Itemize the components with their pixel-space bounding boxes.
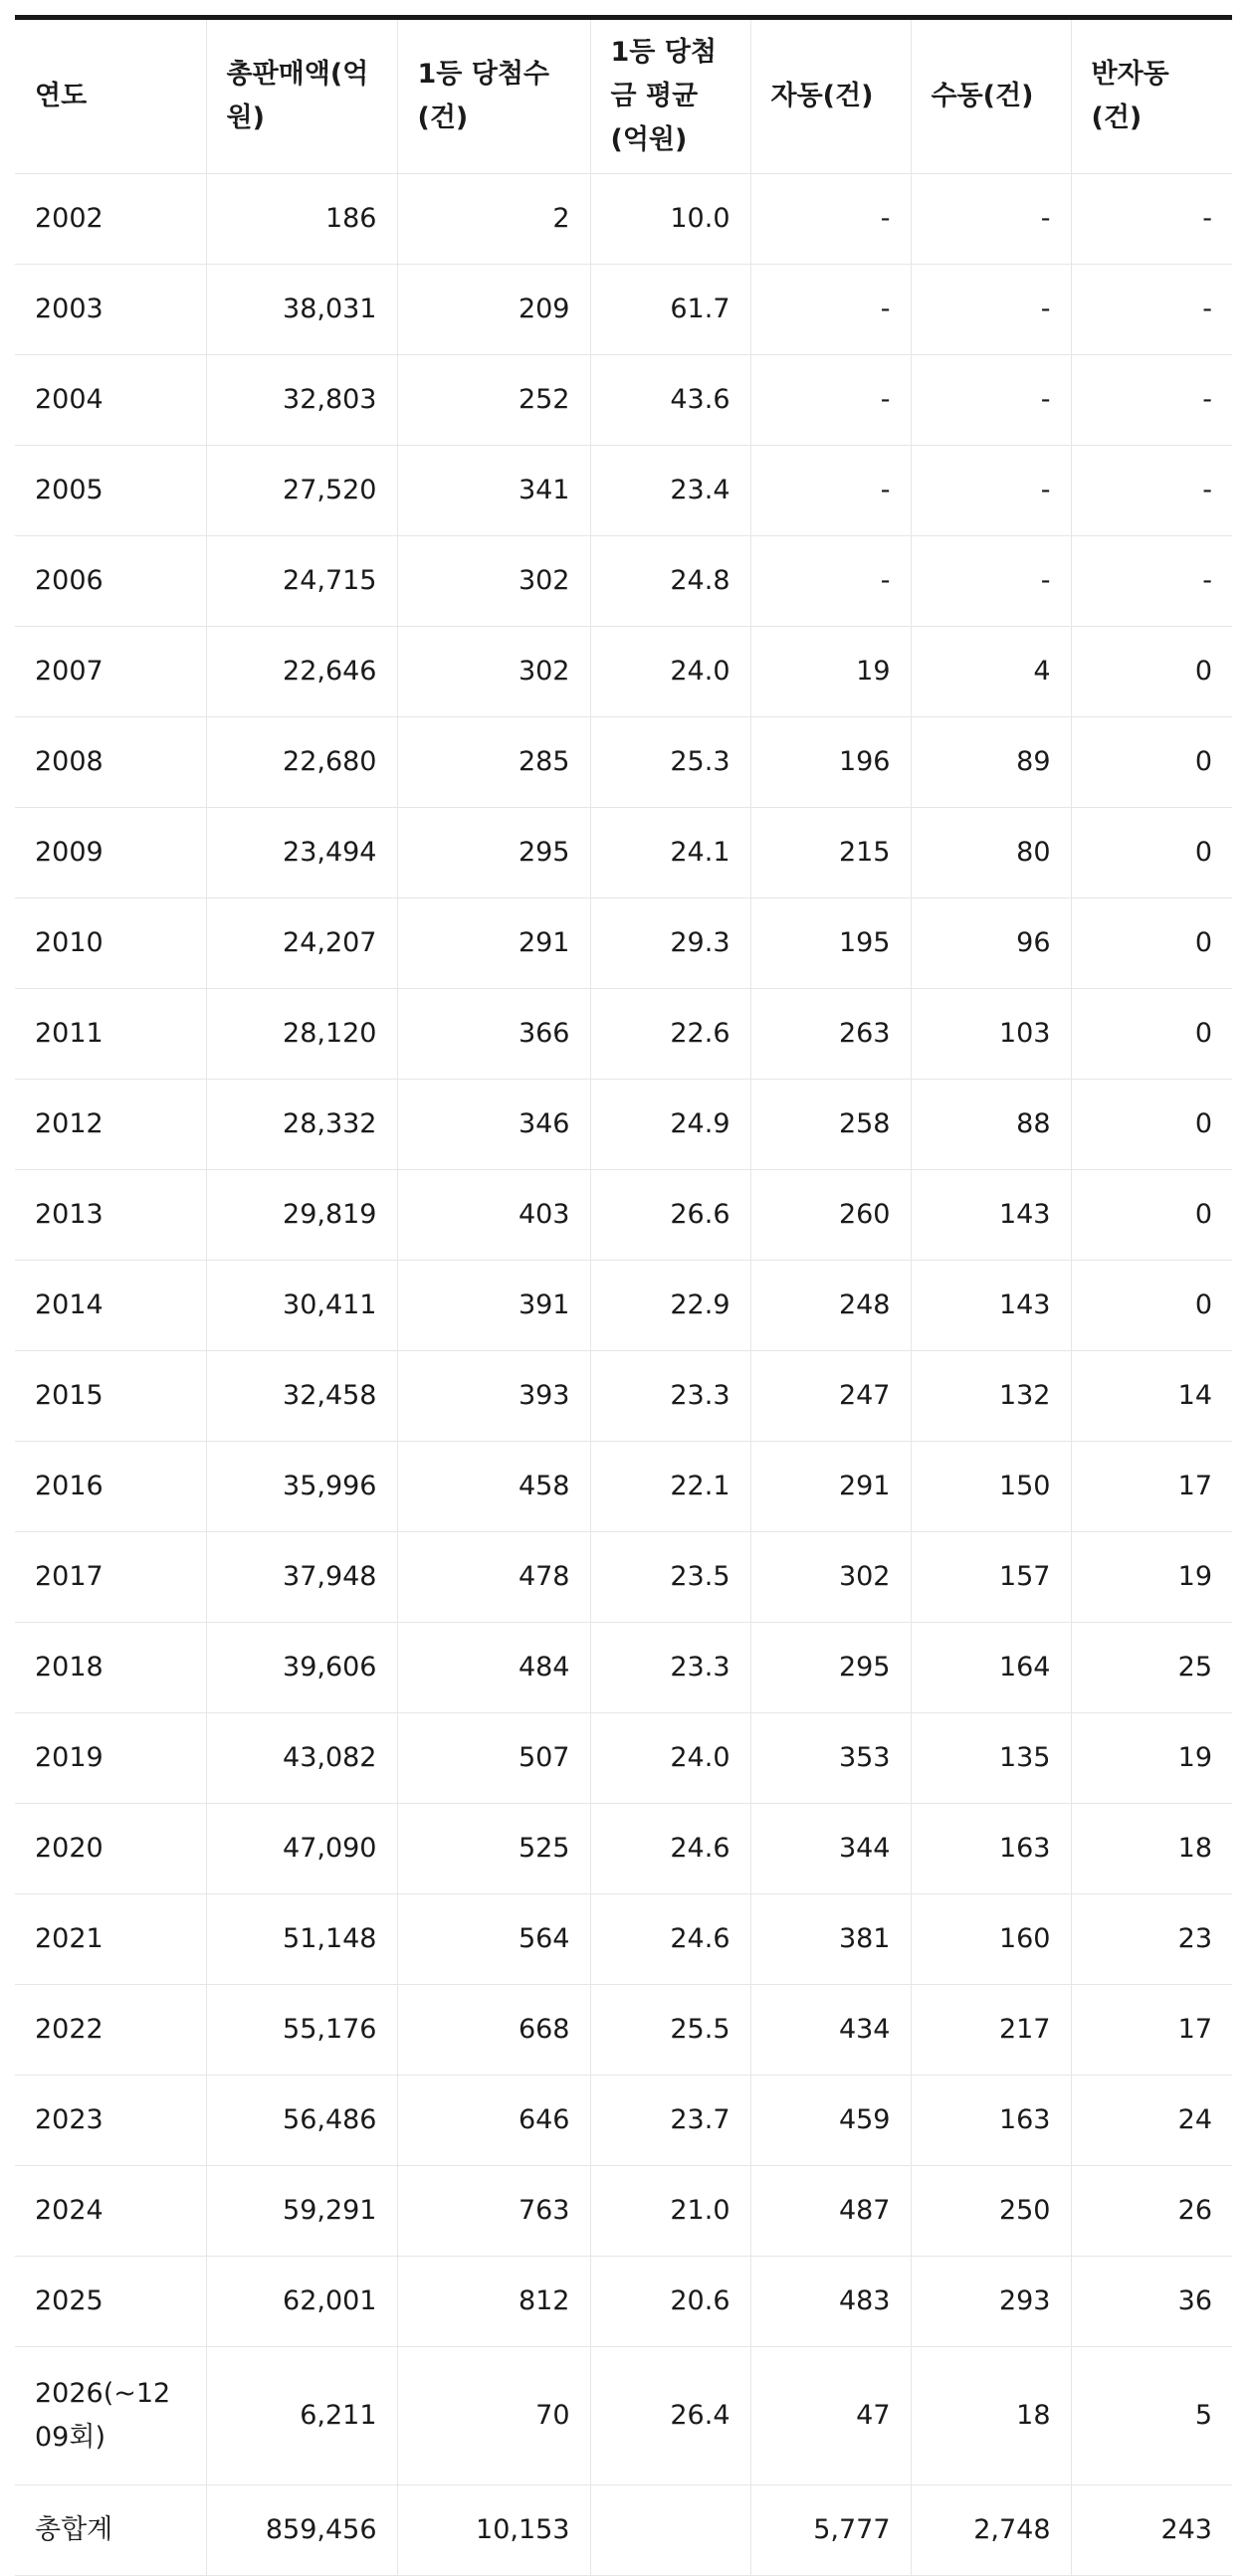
- header-first-prize-count: 1등 당첨수(건): [397, 18, 590, 174]
- cell-year: 2008: [15, 717, 206, 808]
- cell-first-prize-count: 564: [397, 1894, 590, 1985]
- cell-manual-count: 150: [911, 1442, 1071, 1532]
- cell-auto-count: 291: [750, 1442, 911, 1532]
- cell-first-prize-count: 507: [397, 1713, 590, 1804]
- table-row: [15, 1985, 1232, 2076]
- table-header: [15, 18, 1232, 174]
- cell-first-prize-average: 25.3: [590, 717, 750, 808]
- lotto-stats-table-container: [15, 15, 1232, 2576]
- cell-auto-count: -: [750, 265, 911, 355]
- cell-total-sales: 27,520: [206, 446, 397, 536]
- header-total-sales: 총판매액(억원): [206, 18, 397, 174]
- cell-semi-auto-count: 18: [1071, 1804, 1232, 1894]
- cell-total-sales: 62,001: [206, 2257, 397, 2347]
- cell-manual-count: -: [911, 355, 1071, 446]
- table-row: [15, 717, 1232, 808]
- cell-year: 2004: [15, 355, 206, 446]
- cell-semi-auto-count: -: [1071, 446, 1232, 536]
- cell-semi-auto-count: -: [1071, 355, 1232, 446]
- cell-auto-count: -: [750, 174, 911, 265]
- cell-first-prize-count: 302: [397, 627, 590, 717]
- cell-auto-count: 215: [750, 808, 911, 898]
- cell-auto-count: 263: [750, 989, 911, 1080]
- cell-first-prize-average: 29.3: [590, 898, 750, 989]
- cell-auto-count: 258: [750, 1080, 911, 1170]
- cell-manual-count: 163: [911, 1804, 1071, 1894]
- cell-first-prize-count: 285: [397, 717, 590, 808]
- cell-manual-count: 2,748: [911, 2485, 1071, 2576]
- table-row: [15, 1261, 1232, 1351]
- cell-year: 2003: [15, 265, 206, 355]
- cell-auto-count: 483: [750, 2257, 911, 2347]
- table-row: [15, 808, 1232, 898]
- cell-year: 2020: [15, 1804, 206, 1894]
- cell-auto-count: 19: [750, 627, 911, 717]
- cell-first-prize-average: 23.3: [590, 1351, 750, 1442]
- cell-semi-auto-count: 0: [1071, 989, 1232, 1080]
- cell-auto-count: 47: [750, 2347, 911, 2485]
- cell-first-prize-count: 209: [397, 265, 590, 355]
- cell-first-prize-average: 43.6: [590, 355, 750, 446]
- cell-first-prize-average: 26.4: [590, 2347, 750, 2485]
- table-row: [15, 1713, 1232, 1804]
- cell-manual-count: 143: [911, 1261, 1071, 1351]
- cell-year: 2013: [15, 1170, 206, 1261]
- cell-semi-auto-count: 17: [1071, 1442, 1232, 1532]
- cell-total-sales: 6,211: [206, 2347, 397, 2485]
- table-row: [15, 536, 1232, 627]
- cell-semi-auto-count: 0: [1071, 627, 1232, 717]
- cell-manual-count: 96: [911, 898, 1071, 989]
- table-row: [15, 1623, 1232, 1713]
- cell-auto-count: 247: [750, 1351, 911, 1442]
- cell-first-prize-count: 341: [397, 446, 590, 536]
- cell-total-sales: 28,120: [206, 989, 397, 1080]
- cell-first-prize-count: 2: [397, 174, 590, 265]
- cell-auto-count: 353: [750, 1713, 911, 1804]
- cell-semi-auto-count: 26: [1071, 2166, 1232, 2257]
- cell-total-sales: 43,082: [206, 1713, 397, 1804]
- cell-year: 2023: [15, 2076, 206, 2166]
- table-row: [15, 2347, 1232, 2485]
- cell-total-sales: 55,176: [206, 1985, 397, 2076]
- cell-year: 2024: [15, 2166, 206, 2257]
- cell-semi-auto-count: 25: [1071, 1623, 1232, 1713]
- cell-auto-count: 195: [750, 898, 911, 989]
- cell-first-prize-average: 23.5: [590, 1532, 750, 1623]
- cell-manual-count: -: [911, 174, 1071, 265]
- cell-semi-auto-count: 0: [1071, 1261, 1232, 1351]
- cell-auto-count: 487: [750, 2166, 911, 2257]
- cell-total-sales: 24,207: [206, 898, 397, 989]
- header-semi-auto: 반자동(건): [1071, 18, 1232, 174]
- cell-first-prize-average: 22.1: [590, 1442, 750, 1532]
- cell-manual-count: 163: [911, 2076, 1071, 2166]
- cell-year: 2022: [15, 1985, 206, 2076]
- cell-year: 2016: [15, 1442, 206, 1532]
- table-row: [15, 2076, 1232, 2166]
- table-row: [15, 989, 1232, 1080]
- cell-semi-auto-count: 14: [1071, 1351, 1232, 1442]
- cell-first-prize-count: 346: [397, 1080, 590, 1170]
- cell-manual-count: 250: [911, 2166, 1071, 2257]
- table-row: [15, 1804, 1232, 1894]
- cell-semi-auto-count: 0: [1071, 808, 1232, 898]
- table-row: [15, 1532, 1232, 1623]
- cell-semi-auto-count: 243: [1071, 2485, 1232, 2576]
- cell-auto-count: 434: [750, 1985, 911, 2076]
- cell-total-sales: 30,411: [206, 1261, 397, 1351]
- cell-first-prize-average: 24.1: [590, 808, 750, 898]
- cell-first-prize-count: 70: [397, 2347, 590, 2485]
- cell-first-prize-average: 10.0: [590, 174, 750, 265]
- cell-year: 2011: [15, 989, 206, 1080]
- cell-first-prize-average: 24.6: [590, 1804, 750, 1894]
- cell-manual-count: 164: [911, 1623, 1071, 1713]
- table-row: [15, 1080, 1232, 1170]
- cell-semi-auto-count: 24: [1071, 2076, 1232, 2166]
- cell-semi-auto-count: 23: [1071, 1894, 1232, 1985]
- cell-first-prize-count: 10,153: [397, 2485, 590, 2576]
- cell-first-prize-average: 20.6: [590, 2257, 750, 2347]
- cell-manual-count: -: [911, 536, 1071, 627]
- table-row: [15, 2257, 1232, 2347]
- cell-total-sales: 29,819: [206, 1170, 397, 1261]
- cell-first-prize-count: 484: [397, 1623, 590, 1713]
- cell-first-prize-average: 24.0: [590, 627, 750, 717]
- cell-manual-count: 80: [911, 808, 1071, 898]
- cell-first-prize-count: 812: [397, 2257, 590, 2347]
- table-row: [15, 898, 1232, 989]
- table-row: [15, 1894, 1232, 1985]
- cell-first-prize-count: 295: [397, 808, 590, 898]
- cell-auto-count: 381: [750, 1894, 911, 1985]
- cell-auto-count: 302: [750, 1532, 911, 1623]
- cell-manual-count: 157: [911, 1532, 1071, 1623]
- lotto-stats-table: [15, 15, 1232, 2576]
- cell-manual-count: 160: [911, 1894, 1071, 1985]
- cell-total-sales: 32,803: [206, 355, 397, 446]
- cell-year: 2005: [15, 446, 206, 536]
- cell-year: 2017: [15, 1532, 206, 1623]
- table-body: [15, 174, 1232, 2576]
- cell-manual-count: 217: [911, 1985, 1071, 2076]
- cell-manual-count: -: [911, 265, 1071, 355]
- cell-auto-count: 344: [750, 1804, 911, 1894]
- cell-auto-count: 459: [750, 2076, 911, 2166]
- cell-first-prize-count: 391: [397, 1261, 590, 1351]
- cell-auto-count: 248: [750, 1261, 911, 1351]
- cell-auto-count: 5,777: [750, 2485, 911, 2576]
- cell-first-prize-count: 403: [397, 1170, 590, 1261]
- table-row: [15, 174, 1232, 265]
- table-row: [15, 1170, 1232, 1261]
- cell-total-sales: 22,646: [206, 627, 397, 717]
- cell-year: 2019: [15, 1713, 206, 1804]
- table-row: [15, 446, 1232, 536]
- cell-first-prize-average: 21.0: [590, 2166, 750, 2257]
- cell-first-prize-average: 24.9: [590, 1080, 750, 1170]
- cell-first-prize-average: [590, 2485, 750, 2576]
- cell-year: 2015: [15, 1351, 206, 1442]
- cell-year: 2018: [15, 1623, 206, 1713]
- cell-semi-auto-count: -: [1071, 536, 1232, 627]
- cell-semi-auto-count: 17: [1071, 1985, 1232, 2076]
- cell-total-sales: 38,031: [206, 265, 397, 355]
- cell-year: 2021: [15, 1894, 206, 1985]
- header-manual: 수동(건): [911, 18, 1071, 174]
- cell-first-prize-average: 26.6: [590, 1170, 750, 1261]
- cell-manual-count: 4: [911, 627, 1071, 717]
- cell-first-prize-average: 61.7: [590, 265, 750, 355]
- cell-first-prize-count: 366: [397, 989, 590, 1080]
- cell-first-prize-count: 458: [397, 1442, 590, 1532]
- header-year: 연도: [15, 18, 206, 174]
- cell-total-sales: 186: [206, 174, 397, 265]
- cell-first-prize-count: 525: [397, 1804, 590, 1894]
- cell-year: 2006: [15, 536, 206, 627]
- cell-auto-count: 295: [750, 1623, 911, 1713]
- header-first-prize-average: 1등 당첨금 평균(억원): [590, 18, 750, 174]
- cell-first-prize-count: 291: [397, 898, 590, 989]
- cell-semi-auto-count: 19: [1071, 1713, 1232, 1804]
- cell-manual-count: 18: [911, 2347, 1071, 2485]
- cell-year: 2007: [15, 627, 206, 717]
- table-row: [15, 1351, 1232, 1442]
- cell-total-sales: 32,458: [206, 1351, 397, 1442]
- cell-manual-count: 135: [911, 1713, 1071, 1804]
- cell-total-sales: 24,715: [206, 536, 397, 627]
- cell-manual-count: 132: [911, 1351, 1071, 1442]
- table-row: [15, 627, 1232, 717]
- header-row: [15, 18, 1232, 174]
- cell-first-prize-average: 24.0: [590, 1713, 750, 1804]
- cell-semi-auto-count: -: [1071, 265, 1232, 355]
- cell-semi-auto-count: -: [1071, 174, 1232, 265]
- cell-first-prize-count: 393: [397, 1351, 590, 1442]
- cell-year: 2012: [15, 1080, 206, 1170]
- table-row: [15, 2166, 1232, 2257]
- cell-year: 2026(~1209회): [15, 2347, 206, 2485]
- cell-auto-count: -: [750, 355, 911, 446]
- cell-total-sales: 37,948: [206, 1532, 397, 1623]
- cell-first-prize-average: 23.4: [590, 446, 750, 536]
- cell-first-prize-average: 22.9: [590, 1261, 750, 1351]
- cell-first-prize-average: 24.6: [590, 1894, 750, 1985]
- cell-year: 2009: [15, 808, 206, 898]
- total-row: [15, 2485, 1232, 2576]
- cell-semi-auto-count: 0: [1071, 1080, 1232, 1170]
- cell-first-prize-count: 763: [397, 2166, 590, 2257]
- cell-auto-count: 196: [750, 717, 911, 808]
- table-row: [15, 265, 1232, 355]
- cell-first-prize-count: 252: [397, 355, 590, 446]
- cell-auto-count: -: [750, 446, 911, 536]
- cell-first-prize-average: 23.3: [590, 1623, 750, 1713]
- cell-first-prize-count: 668: [397, 1985, 590, 2076]
- cell-total-sales: 56,486: [206, 2076, 397, 2166]
- cell-total-sales: 39,606: [206, 1623, 397, 1713]
- header-auto: 자동(건): [750, 18, 911, 174]
- cell-semi-auto-count: 19: [1071, 1532, 1232, 1623]
- cell-semi-auto-count: 5: [1071, 2347, 1232, 2485]
- cell-manual-count: -: [911, 446, 1071, 536]
- cell-first-prize-average: 24.8: [590, 536, 750, 627]
- cell-auto-count: 260: [750, 1170, 911, 1261]
- cell-first-prize-count: 478: [397, 1532, 590, 1623]
- cell-manual-count: 293: [911, 2257, 1071, 2347]
- cell-semi-auto-count: 36: [1071, 2257, 1232, 2347]
- cell-first-prize-average: 25.5: [590, 1985, 750, 2076]
- cell-manual-count: 103: [911, 989, 1071, 1080]
- cell-year: 2010: [15, 898, 206, 989]
- cell-year: 총합계: [15, 2485, 206, 2576]
- cell-manual-count: 88: [911, 1080, 1071, 1170]
- cell-first-prize-count: 646: [397, 2076, 590, 2166]
- table-row: [15, 1442, 1232, 1532]
- cell-total-sales: 47,090: [206, 1804, 397, 1894]
- cell-total-sales: 59,291: [206, 2166, 397, 2257]
- cell-semi-auto-count: 0: [1071, 1170, 1232, 1261]
- cell-total-sales: 28,332: [206, 1080, 397, 1170]
- cell-semi-auto-count: 0: [1071, 898, 1232, 989]
- cell-auto-count: -: [750, 536, 911, 627]
- cell-first-prize-average: 22.6: [590, 989, 750, 1080]
- cell-total-sales: 859,456: [206, 2485, 397, 2576]
- cell-semi-auto-count: 0: [1071, 717, 1232, 808]
- cell-total-sales: 23,494: [206, 808, 397, 898]
- cell-total-sales: 35,996: [206, 1442, 397, 1532]
- cell-total-sales: 51,148: [206, 1894, 397, 1985]
- cell-first-prize-average: 23.7: [590, 2076, 750, 2166]
- cell-year: 2025: [15, 2257, 206, 2347]
- table-row: [15, 355, 1232, 446]
- cell-first-prize-count: 302: [397, 536, 590, 627]
- cell-year: 2002: [15, 174, 206, 265]
- cell-manual-count: 89: [911, 717, 1071, 808]
- cell-total-sales: 22,680: [206, 717, 397, 808]
- cell-year: 2014: [15, 1261, 206, 1351]
- cell-manual-count: 143: [911, 1170, 1071, 1261]
